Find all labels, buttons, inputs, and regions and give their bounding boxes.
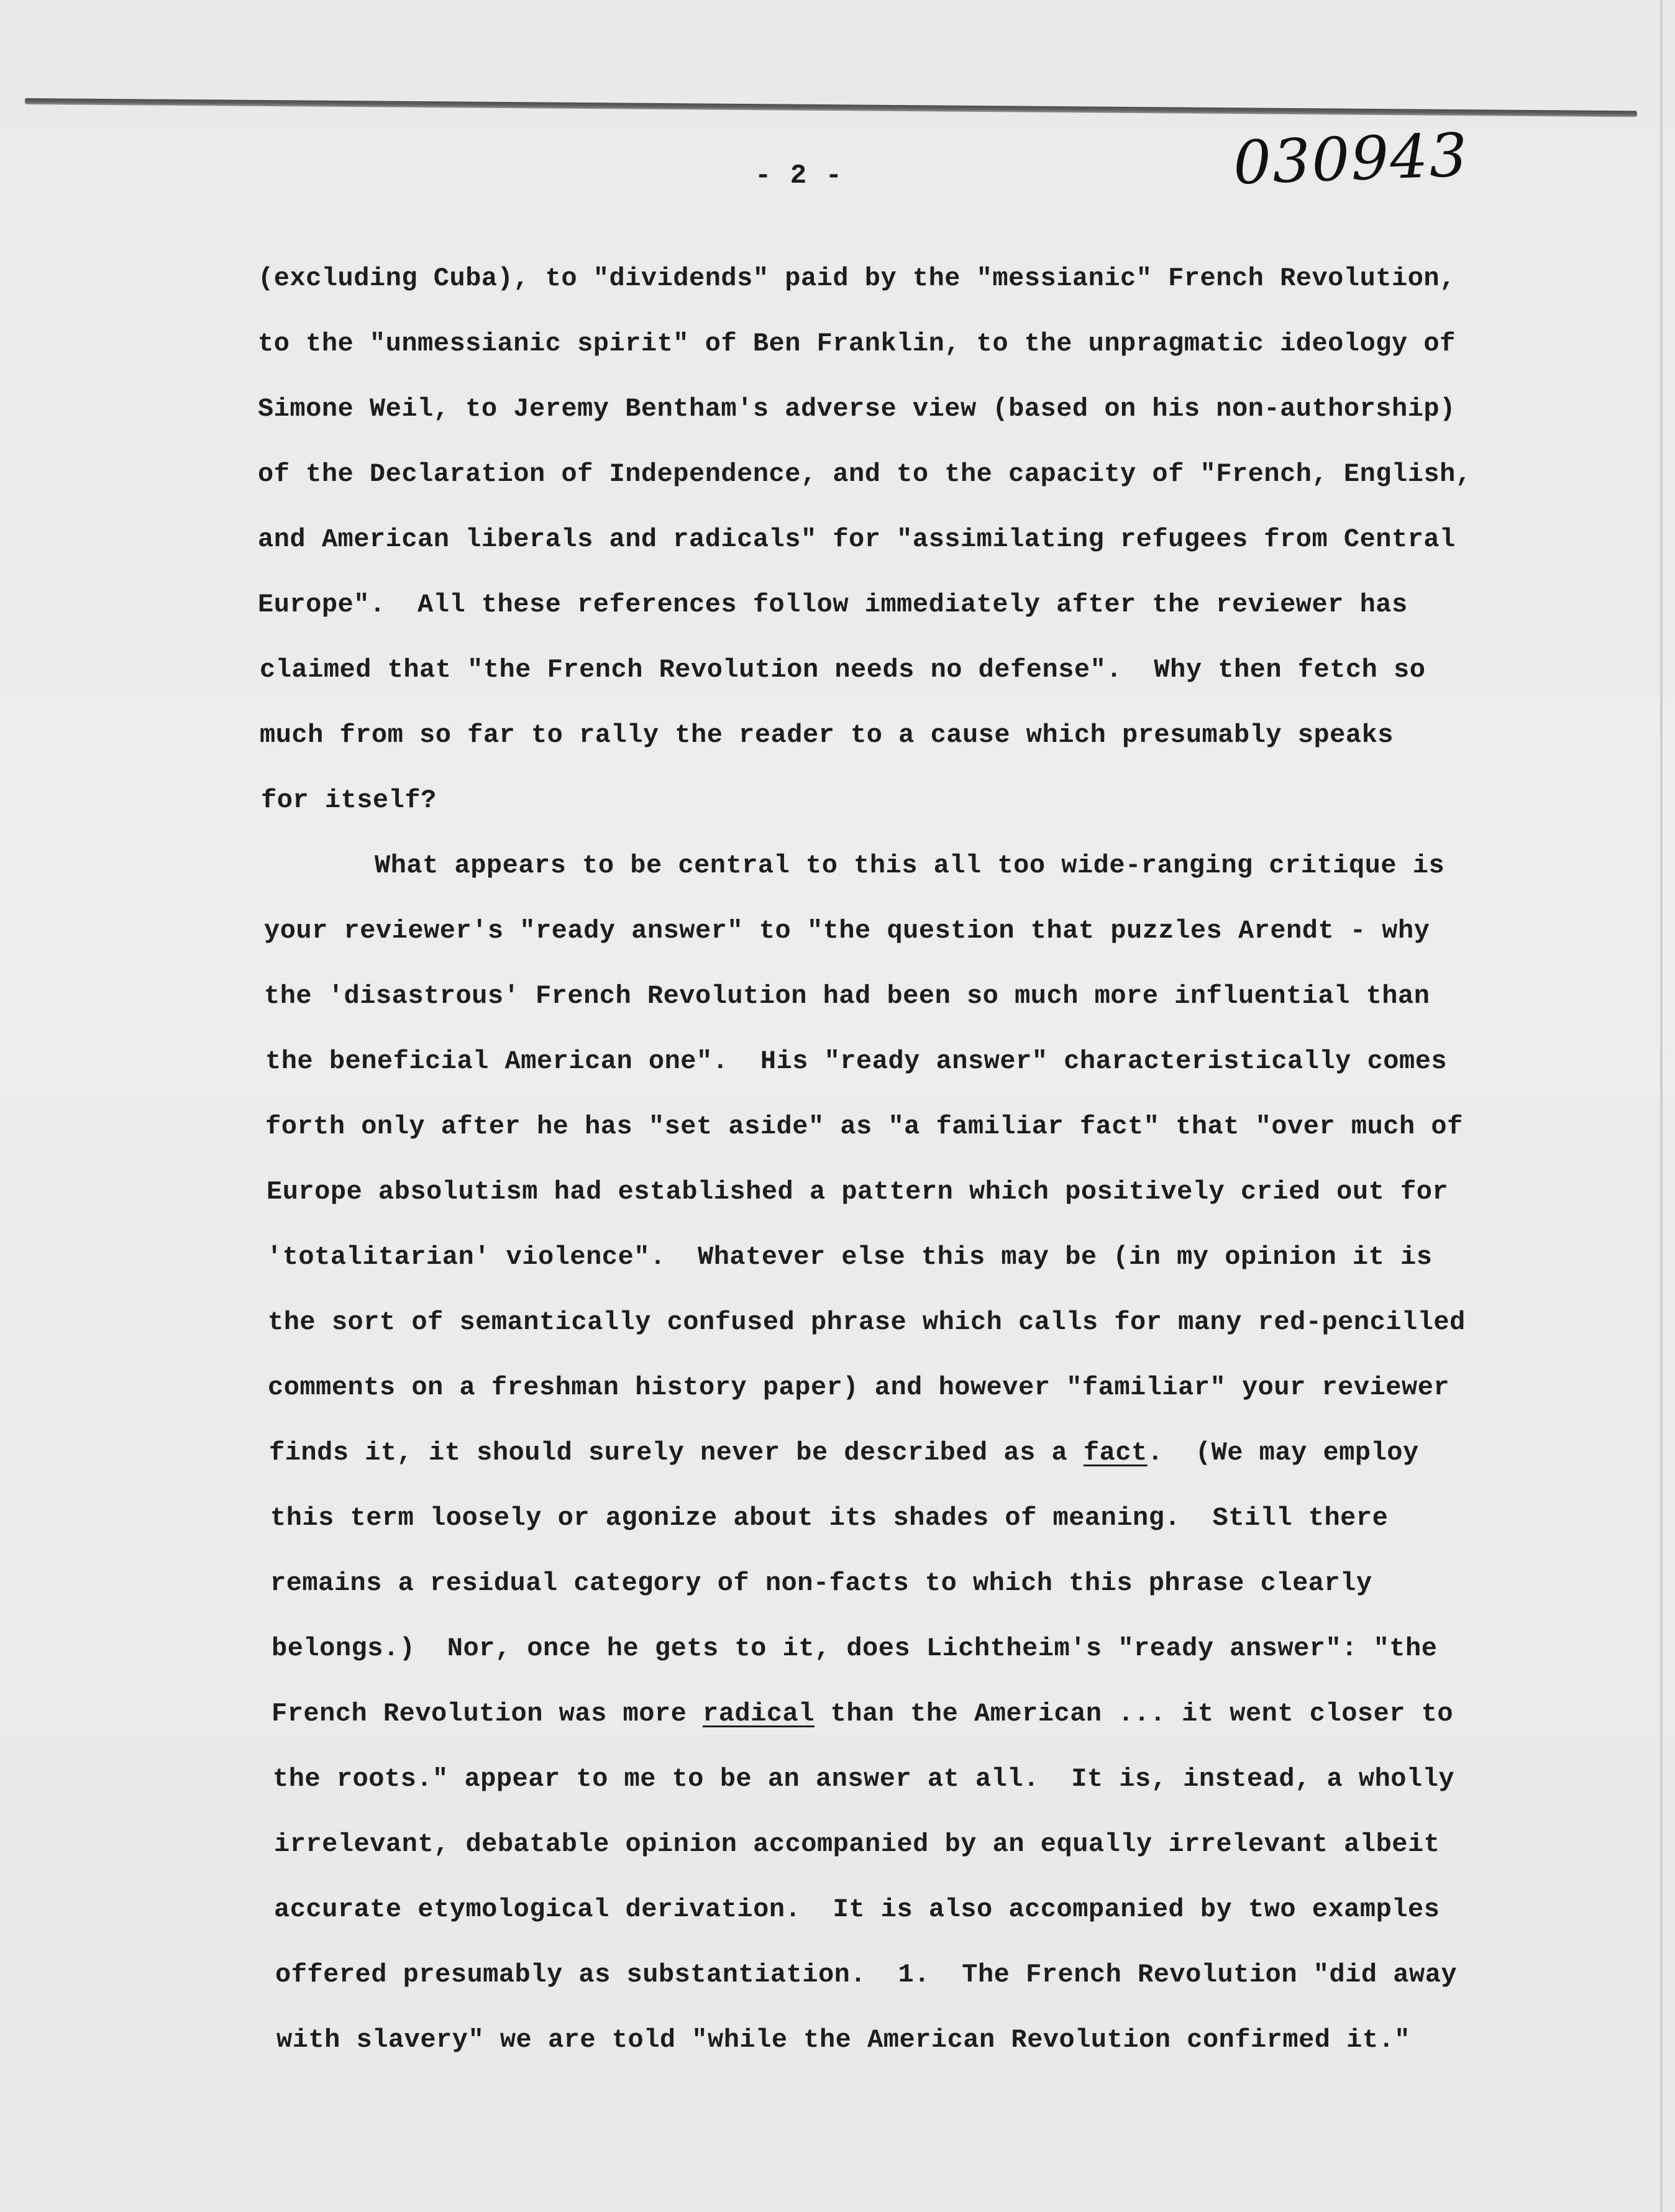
text-line: of the Declaration of Independence, and to the capacity of "French, English, bbox=[258, 459, 1472, 489]
text-segment: than the American ... it went closer to bbox=[814, 1699, 1454, 1729]
text-line: remains a residual category of non-facts to which this phrase clearly bbox=[270, 1568, 1372, 1598]
text-segment: . (We may employ bbox=[1147, 1438, 1419, 1468]
text-line: belongs.) Nor, once he gets to it, does Lichtheim's "ready answer": "the bbox=[272, 1634, 1438, 1663]
text-line bbox=[269, 1434, 1419, 1471]
text-line: irrelevant, debatable opinion accompanied by an equally irrelevant albeit bbox=[274, 1829, 1440, 1859]
text-line: the sort of semantically confused phrase which calls for many red-pencilled bbox=[268, 1307, 1466, 1337]
text-line: your reviewer's "ready answer" to "the question that puzzles Arendt - why bbox=[264, 916, 1430, 946]
text-line: forth only after he has "set aside" as "a familiar fact" that "over much of bbox=[265, 1112, 1463, 1141]
text-line: Simone Weil, to Jeremy Bentham's adverse view (based on his non-authorship) bbox=[258, 394, 1456, 424]
page-number: - 2 - bbox=[755, 160, 844, 191]
text-line: (excluding Cuba), to "dividends" paid by the "messianic" French Revolution, bbox=[258, 263, 1456, 293]
text-line: claimed that "the French Revolution needs no defense". Why then fetch so bbox=[260, 655, 1426, 685]
text-line: and American liberals and radicals" for "assimilating refugees from Central bbox=[258, 524, 1456, 554]
text-line: for itself? bbox=[261, 785, 437, 815]
text-line: Europe absolutism had established a pattern which positively cried out for bbox=[267, 1177, 1449, 1207]
text-line bbox=[272, 1695, 1453, 1732]
text-line: Europe". All these references follow immediately after the reviewer has bbox=[258, 590, 1408, 619]
text-segment: finds it, it should surely never be described as a bbox=[269, 1438, 1084, 1468]
text-line: the beneficial American one". His "ready answer" characteristically comes bbox=[265, 1046, 1448, 1076]
text-segment: French Revolution was more bbox=[272, 1699, 703, 1729]
text-line: this term loosely or agonize about its shades of meaning. Still there bbox=[270, 1503, 1389, 1533]
text-line: the 'disastrous' French Revolution had been so much more influential than bbox=[264, 981, 1430, 1011]
handwritten-file-number: 030943 bbox=[1232, 120, 1470, 198]
underlined-word: fact bbox=[1083, 1438, 1148, 1468]
text-line: the roots." appear to me to be an answer at all. It is, instead, a wholly bbox=[273, 1764, 1455, 1794]
text-line: to the "unmessianic spirit" of Ben Franklin, to the unpragmatic ideology of bbox=[258, 329, 1456, 359]
text-line: offered presumably as substantiation. 1. The French Revolution "did away bbox=[275, 1960, 1458, 1990]
text-line: much from so far to rally the reader to a cause which presumably speaks bbox=[260, 720, 1394, 750]
text-line: accurate etymological derivation. It is also accompanied by two examples bbox=[274, 1894, 1440, 1924]
text-line: 'totalitarian' violence". Whatever else this may be (in my opinion it is bbox=[267, 1242, 1433, 1272]
text-line: comments on a freshman history paper) and however "familiar" your reviewer bbox=[268, 1373, 1450, 1402]
text-line: What appears to be central to this all too wide-ranging critique is bbox=[375, 851, 1445, 880]
underlined-word: radical bbox=[703, 1699, 815, 1729]
text-line: with slavery" we are told "while the American Revolution confirmed it." bbox=[276, 2025, 1410, 2055]
